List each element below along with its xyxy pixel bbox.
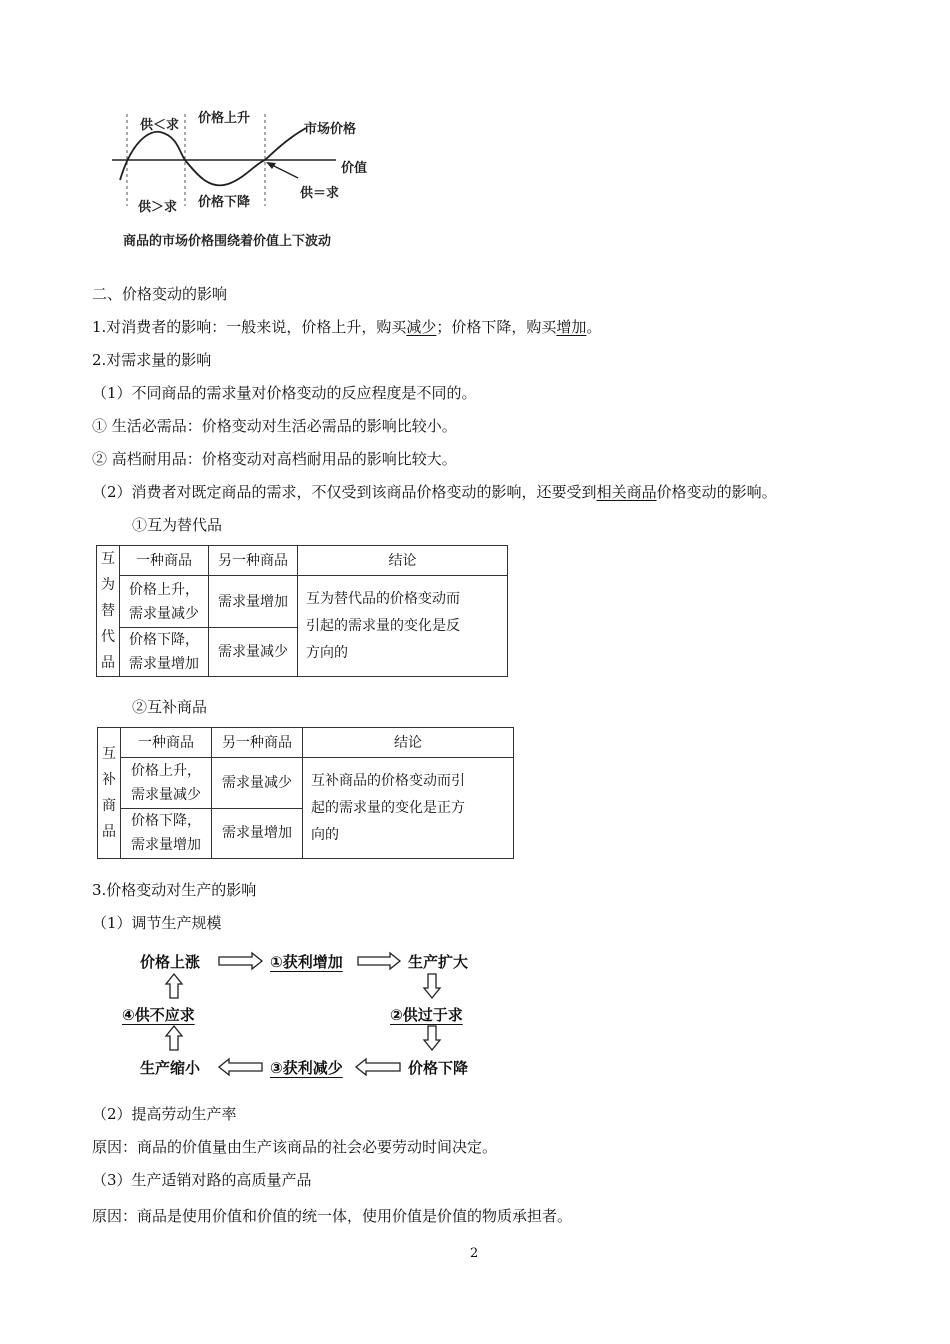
consumer-impact-prefix: 1.对消费者的影响：一般来说，价格上升，购买 bbox=[92, 318, 407, 336]
right-arrow-icon bbox=[219, 953, 262, 969]
cell-line: 需求量减少 bbox=[129, 605, 199, 622]
label-market-price: 市场价格 bbox=[304, 122, 357, 137]
paragraph-demand-impact: 2.对需求量的影响 bbox=[92, 351, 212, 369]
paragraph-production-impact: 3.价格变动对生产的影响 bbox=[92, 881, 257, 899]
flow-supply-over: ②供过于求 bbox=[390, 1006, 463, 1024]
side-char: 互 bbox=[101, 551, 115, 567]
flow-price-up: 价格上涨 bbox=[140, 953, 201, 971]
side-char: 品 bbox=[101, 655, 115, 671]
cell-other-good: 需求量增加 bbox=[209, 576, 298, 628]
down-arrow-icon bbox=[424, 1026, 440, 1050]
cell-line: 价格上升， bbox=[129, 581, 199, 598]
left-arrow-icon bbox=[356, 1059, 400, 1075]
label-price-fall: 价格下降 bbox=[198, 195, 251, 210]
cell-other-good: 需求量减少 bbox=[209, 628, 298, 677]
header-one-good: 一种商品 bbox=[120, 546, 209, 576]
conclusion-line: 起的需求量的变化是正方 bbox=[311, 799, 465, 816]
label-surplus: 供＞求 bbox=[138, 200, 178, 215]
figure-caption: 商品的市场价格围绕着价值上下波动 bbox=[123, 234, 332, 249]
header-conclusion: 结论 bbox=[303, 728, 514, 758]
paragraph-quality-products: （3）生产适销对路的高质量产品 bbox=[92, 1171, 312, 1189]
paragraph-productivity-reason: 原因：商品的价值量由生产该商品的社会必要劳动时间决定。 bbox=[92, 1138, 498, 1156]
cell-other-good: 需求量增加 bbox=[212, 808, 303, 859]
consumer-impact-mid: ；价格下降，购买 bbox=[436, 318, 557, 336]
side-char: 商 bbox=[102, 798, 116, 814]
conclusion-line: 引起的需求量的变化是反 bbox=[306, 617, 460, 634]
flow-price-down: 价格下降 bbox=[408, 1059, 469, 1077]
flow-production-shrink: 生产缩小 bbox=[140, 1059, 201, 1077]
side-char: 为 bbox=[101, 577, 115, 593]
header-other-good: 另一种商品 bbox=[209, 546, 298, 576]
side-char: 替 bbox=[101, 603, 115, 619]
header-other-good: 另一种商品 bbox=[212, 728, 303, 758]
side-char: 互 bbox=[102, 746, 116, 762]
related-goods-prefix: （2）消费者对既定商品的需求，不仅受到该商品价格变动的影响，还要受到 bbox=[92, 483, 597, 501]
cell-line: 价格下降， bbox=[131, 813, 201, 830]
header-one-good: 一种商品 bbox=[121, 728, 212, 758]
up-arrow-icon bbox=[166, 974, 182, 998]
flow-profit-up: ①获利增加 bbox=[270, 953, 343, 971]
conclusion-line: 方向的 bbox=[306, 644, 348, 661]
label-shortage: 供＜求 bbox=[140, 118, 180, 133]
cell-line: 价格上升， bbox=[131, 762, 201, 779]
conclusion-line: 互补商品的价格变动而引 bbox=[311, 772, 465, 789]
left-arrow-icon bbox=[219, 1059, 262, 1075]
paragraph-productivity: （2）提高劳动生产率 bbox=[92, 1105, 237, 1123]
side-char: 补 bbox=[102, 772, 116, 788]
label-price-rise: 价格上升 bbox=[198, 111, 251, 126]
flow-production-expand: 生产扩大 bbox=[408, 953, 469, 971]
conclusion-line: 互为替代品的价格变动而 bbox=[306, 590, 460, 607]
answer-related-goods: 相关商品 bbox=[596, 483, 657, 501]
side-char: 代 bbox=[101, 629, 115, 645]
page-number: 2 bbox=[470, 1246, 479, 1261]
consumer-impact-suffix: 。 bbox=[586, 318, 602, 336]
substitutes-title: ①互为替代品 bbox=[132, 516, 223, 534]
paragraph-demand-reaction: （1）不同商品的需求量对价格变动的反应程度是不同的。 bbox=[92, 384, 477, 402]
up-arrow-icon bbox=[166, 1026, 182, 1050]
paragraph-production-scale: （1）调节生产规模 bbox=[92, 914, 222, 932]
cell-line: 需求量减少 bbox=[131, 786, 201, 803]
section-title: 二、价格变动的影响 bbox=[92, 285, 228, 303]
header-conclusion: 结论 bbox=[298, 546, 508, 576]
conclusion-line: 向的 bbox=[311, 826, 339, 843]
cell-other-good: 需求量减少 bbox=[212, 758, 303, 809]
paragraph-necessities: ① 生活必需品：价格变动对生活必需品的影响比较小。 bbox=[92, 417, 457, 435]
paragraph-durables: ② 高档耐用品：价格变动对高档耐用品的影响比较大。 bbox=[92, 450, 457, 468]
cell-line: 价格下降， bbox=[129, 632, 199, 648]
right-arrow-icon bbox=[358, 953, 400, 969]
complements-title: ②互补商品 bbox=[132, 698, 208, 716]
cell-line: 需求量增加 bbox=[129, 656, 199, 672]
cell-line: 需求量增加 bbox=[131, 837, 201, 854]
down-arrow-icon bbox=[424, 974, 440, 998]
label-value: 价值 bbox=[341, 161, 368, 176]
related-goods-suffix: 价格变动的影响。 bbox=[656, 483, 777, 501]
answer-increase: 增加 bbox=[556, 318, 587, 336]
answer-decrease: 减少 bbox=[406, 318, 437, 336]
label-balance: 供＝求 bbox=[300, 186, 340, 201]
flow-supply-short: ④供不应求 bbox=[122, 1006, 195, 1024]
flow-profit-down: ③获利减少 bbox=[270, 1059, 343, 1077]
paragraph-quality-reason: 原因：商品是使用价值和价值的统一体，使用价值是价值的物质承担者。 bbox=[92, 1207, 573, 1225]
side-char: 品 bbox=[102, 824, 116, 840]
